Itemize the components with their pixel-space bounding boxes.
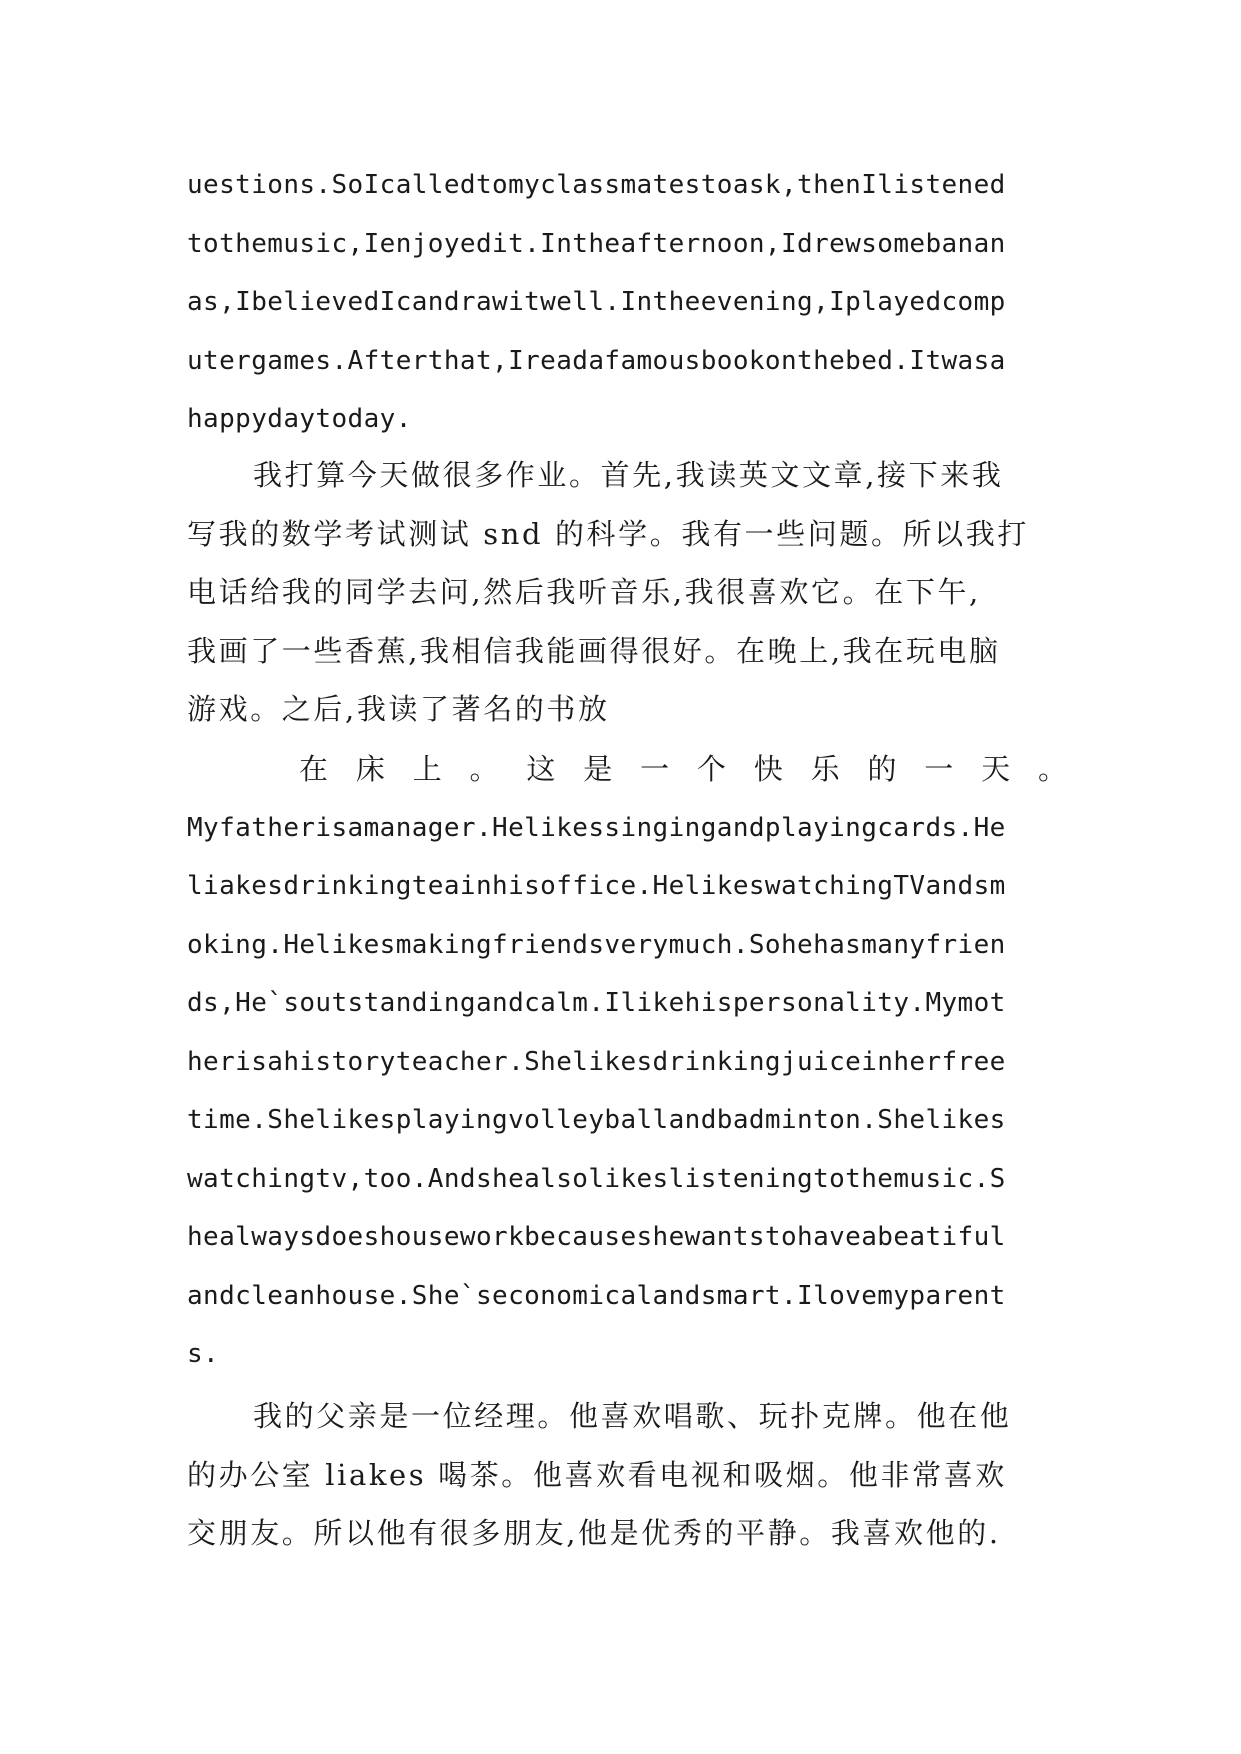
text-line: andcleanhouse.She`seconomicalandsmart.Ilovemyparent <box>187 1280 1006 1311</box>
text-line: uestions.SoIcalledtomyclassmatestoask,thenIlistened <box>187 170 1006 200</box>
text-line: s. <box>187 1339 220 1369</box>
text-line: happydaytoday. <box>187 404 412 434</box>
text-line: liakesdrinkingteainhisoffice.HelikeswatchingTVandsm <box>187 871 1006 901</box>
text-line: 写我的数学考试测试 snd 的科学。我有一些问题。所以我打 <box>187 516 1029 551</box>
text-line: 我的父亲是一位经理。他喜欢唱歌、玩扑克牌。他在他 <box>253 1399 1012 1433</box>
chinese-diary-paragraph <box>187 446 1067 739</box>
text-line: time.Shelikesplayingvolleyballandbadminton.Shelikes <box>187 1105 1006 1135</box>
chinese-parents-paragraph <box>187 1387 1067 1563</box>
text-line: 我打算今天做很多作业。首先,我读英文文章,接下来我 <box>253 458 1004 492</box>
text-line: 游戏。之后,我读了著名的书放 <box>187 692 610 726</box>
text-line: herisahistoryteacher.Shelikesdrinkingjuiceinherfree <box>187 1046 1006 1077</box>
text-line: healwaysdoeshouseworkbecauseshewantstohaveabeatiful <box>187 1222 1006 1252</box>
text-line: Myfatherisamanager.Helikessingingandplayingcards.He <box>187 812 1006 843</box>
text-line: 我画了一些香蕉,我相信我能画得很好。在晚上,我在玩电脑 <box>187 633 1001 668</box>
text-line: 电话给我的同学去问,然后我听音乐,我很喜欢它。在下午, <box>187 575 981 609</box>
text-line: 交朋友。所以他有很多朋友,他是优秀的平静。我喜欢他的. <box>187 1516 1001 1550</box>
text-line: tothemusic,Ienjoyedit.Intheafternoon,Idrewsomebanan <box>187 228 1006 259</box>
text-line: ds,He`soutstandingandcalm.Ilikehispersonality.Mymot <box>187 988 1006 1018</box>
english-parents-paragraph <box>187 740 1067 1384</box>
text-line: 在床上。这是一个快乐的一天。 <box>299 752 1067 786</box>
text-line: utergames.Afterthat,Ireadafamousbookonthebed.Itwasa <box>187 345 1006 376</box>
text-line: oking.Helikesmakingfriendsverymuch.Sohehasmanyfrien <box>187 929 1006 960</box>
english-diary-paragraph <box>187 156 1067 449</box>
text-line: watchingtv,too.Andshealsolikeslisteningtothemusic.S <box>187 1163 1006 1194</box>
text-line: 的办公室 liakes 喝茶。他喜欢看电视和吸烟。他非常喜欢 <box>187 1457 1007 1492</box>
text-line: as,IbelievedIcandrawitwell.Intheevening,Iplayedcomp <box>187 287 1006 317</box>
